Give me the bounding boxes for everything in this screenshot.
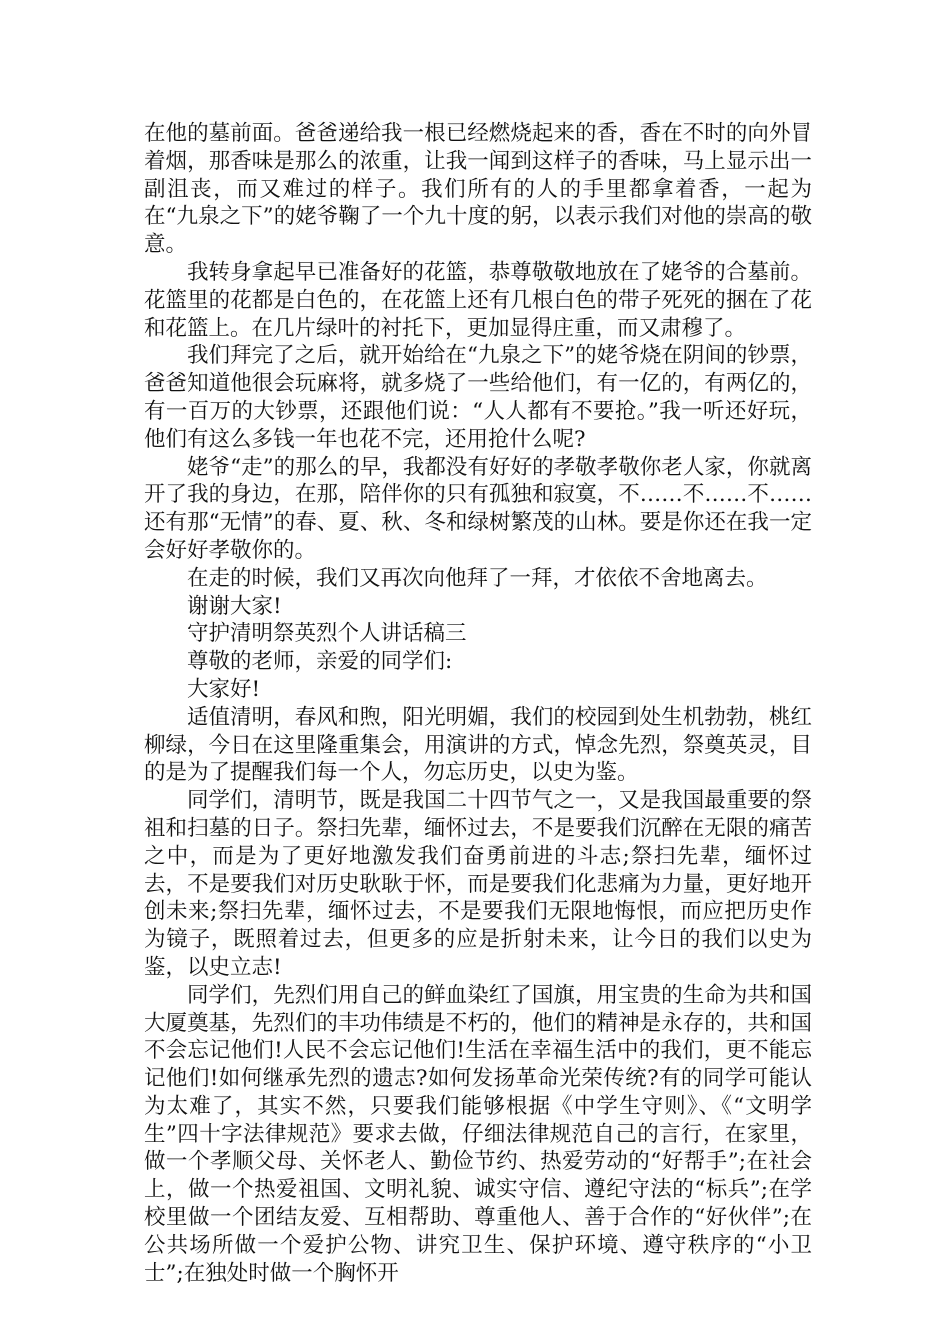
salutation: 尊敬的老师，亲爱的同学们: xyxy=(187,649,453,675)
paragraph: 我转身拿起早已准备好的花篮，恭尊敬敬地放在了姥爷的合墓前。花篮里的花都是白色的，在花篮上还有几根白色的带子死死的捆在了花和花篮上。在几片绿叶的衬托下，更加显得庄重，而又肃穆了。 xyxy=(144,259,812,341)
greeting: 大家好! xyxy=(187,676,261,702)
paragraph: 在他的墓前面。爸爸递给我一根已经燃烧起来的香，香在不时的向外冒着烟，那香味是那么的浓重，让我一闻到这样子的香味，马上显示出一副沮丧，而又难过的样子。我们所有的人的手里都拿着香，一起为在“九泉之下”的姥爷鞠了一个九十度的躬，以表示我们对他的崇高的敬意。 xyxy=(144,121,812,258)
paragraph: 同学们，先烈们用自己的鲜血染红了国旗，用宝贵的生命为共和国大厦奠基，先烈们的丰功伟绩是不朽的，他们的精神是永存的，共和国不会忘记他们!人民不会忘记他们!生活在幸福生活中的我们，更不能忘记他们!如何继承先烈的遗志?如何发扬革命光荣传统?有的同学可能认为太难了，其实不然，只要我们能够根据《中学生守则》、《“文明学生”四十字法律规范》要求去做，仔细法律规范自己的言行，在家里，做一个孝顺父母、关怀老人、勤俭节约、热爱劳动的“好帮手”;在社会上，做一个热爱祖国、文明礼貌、诚实守信、遵纪守法的“标兵”;在学校里做一个团结友爱、互相帮助、尊重他人、善于合作的“好伙伴”;在公共场所做一个爱护公物、讲究卫生、保护环境、遵守秩序的“小卫士”;在独处时做一个胸怀开 xyxy=(144,982,812,1286)
closing-thanks: 谢谢大家! xyxy=(187,593,282,619)
document-page xyxy=(144,120,812,1287)
paragraph: 在走的时候，我们又再次向他拜了一拜，才依依不舍地离去。 xyxy=(187,565,768,591)
paragraph: 适值清明，春风和煦，阳光明媚，我们的校园到处生机勃勃，桃红柳绿，今日在这里隆重集会，用演讲的方式，悼念先烈，祭奠英灵，目的是为了提醒我们每一个人，勿忘历史，以史为鉴。 xyxy=(144,704,812,786)
paragraph: 姥爷“走”的那么的早，我都没有好好的孝敬孝敬你老人家，你就离开了我的身边，在那，陪伴你的只有孤独和寂寞，不……不……不……还有那“无情”的春、夏、秋、冬和绿树繁茂的山林。要是你还在我一定会好好孝敬你的。 xyxy=(144,454,812,563)
paragraph: 同学们，清明节，既是我国二十四节气之一，又是我国最重要的祭祖和扫墓的日子。祭扫先辈，缅怀过去，不是要我们沉醉在无限的痛苦之中，而是为了更好地激发我们奋勇前进的斗志;祭扫先辈，缅怀过去，不是要我们对历史耿耿于怀，而是要我们化悲痛为力量，更好地开创未来;祭扫先辈，缅怀过去，不是要我们无限地悔恨，而应把历史作为镜子，既照着过去，但更多的应是折射未来，让今日的我们以史为鉴，以史立志! xyxy=(144,788,812,980)
paragraph: 我们拜完了之后，就开始给在“九泉之下”的姥爷烧在阴间的钞票，爸爸知道他很会玩麻将，就多烧了一些给他们，有一亿的，有两亿的，有一百万的大钞票，还跟他们说：“人人都有不要抢。”我一听还好玩，他们有这么多钱一年也花不完，还用抢什么呢? xyxy=(144,343,812,452)
speech-title: 守护清明祭英烈个人讲话稿三 xyxy=(187,621,467,647)
